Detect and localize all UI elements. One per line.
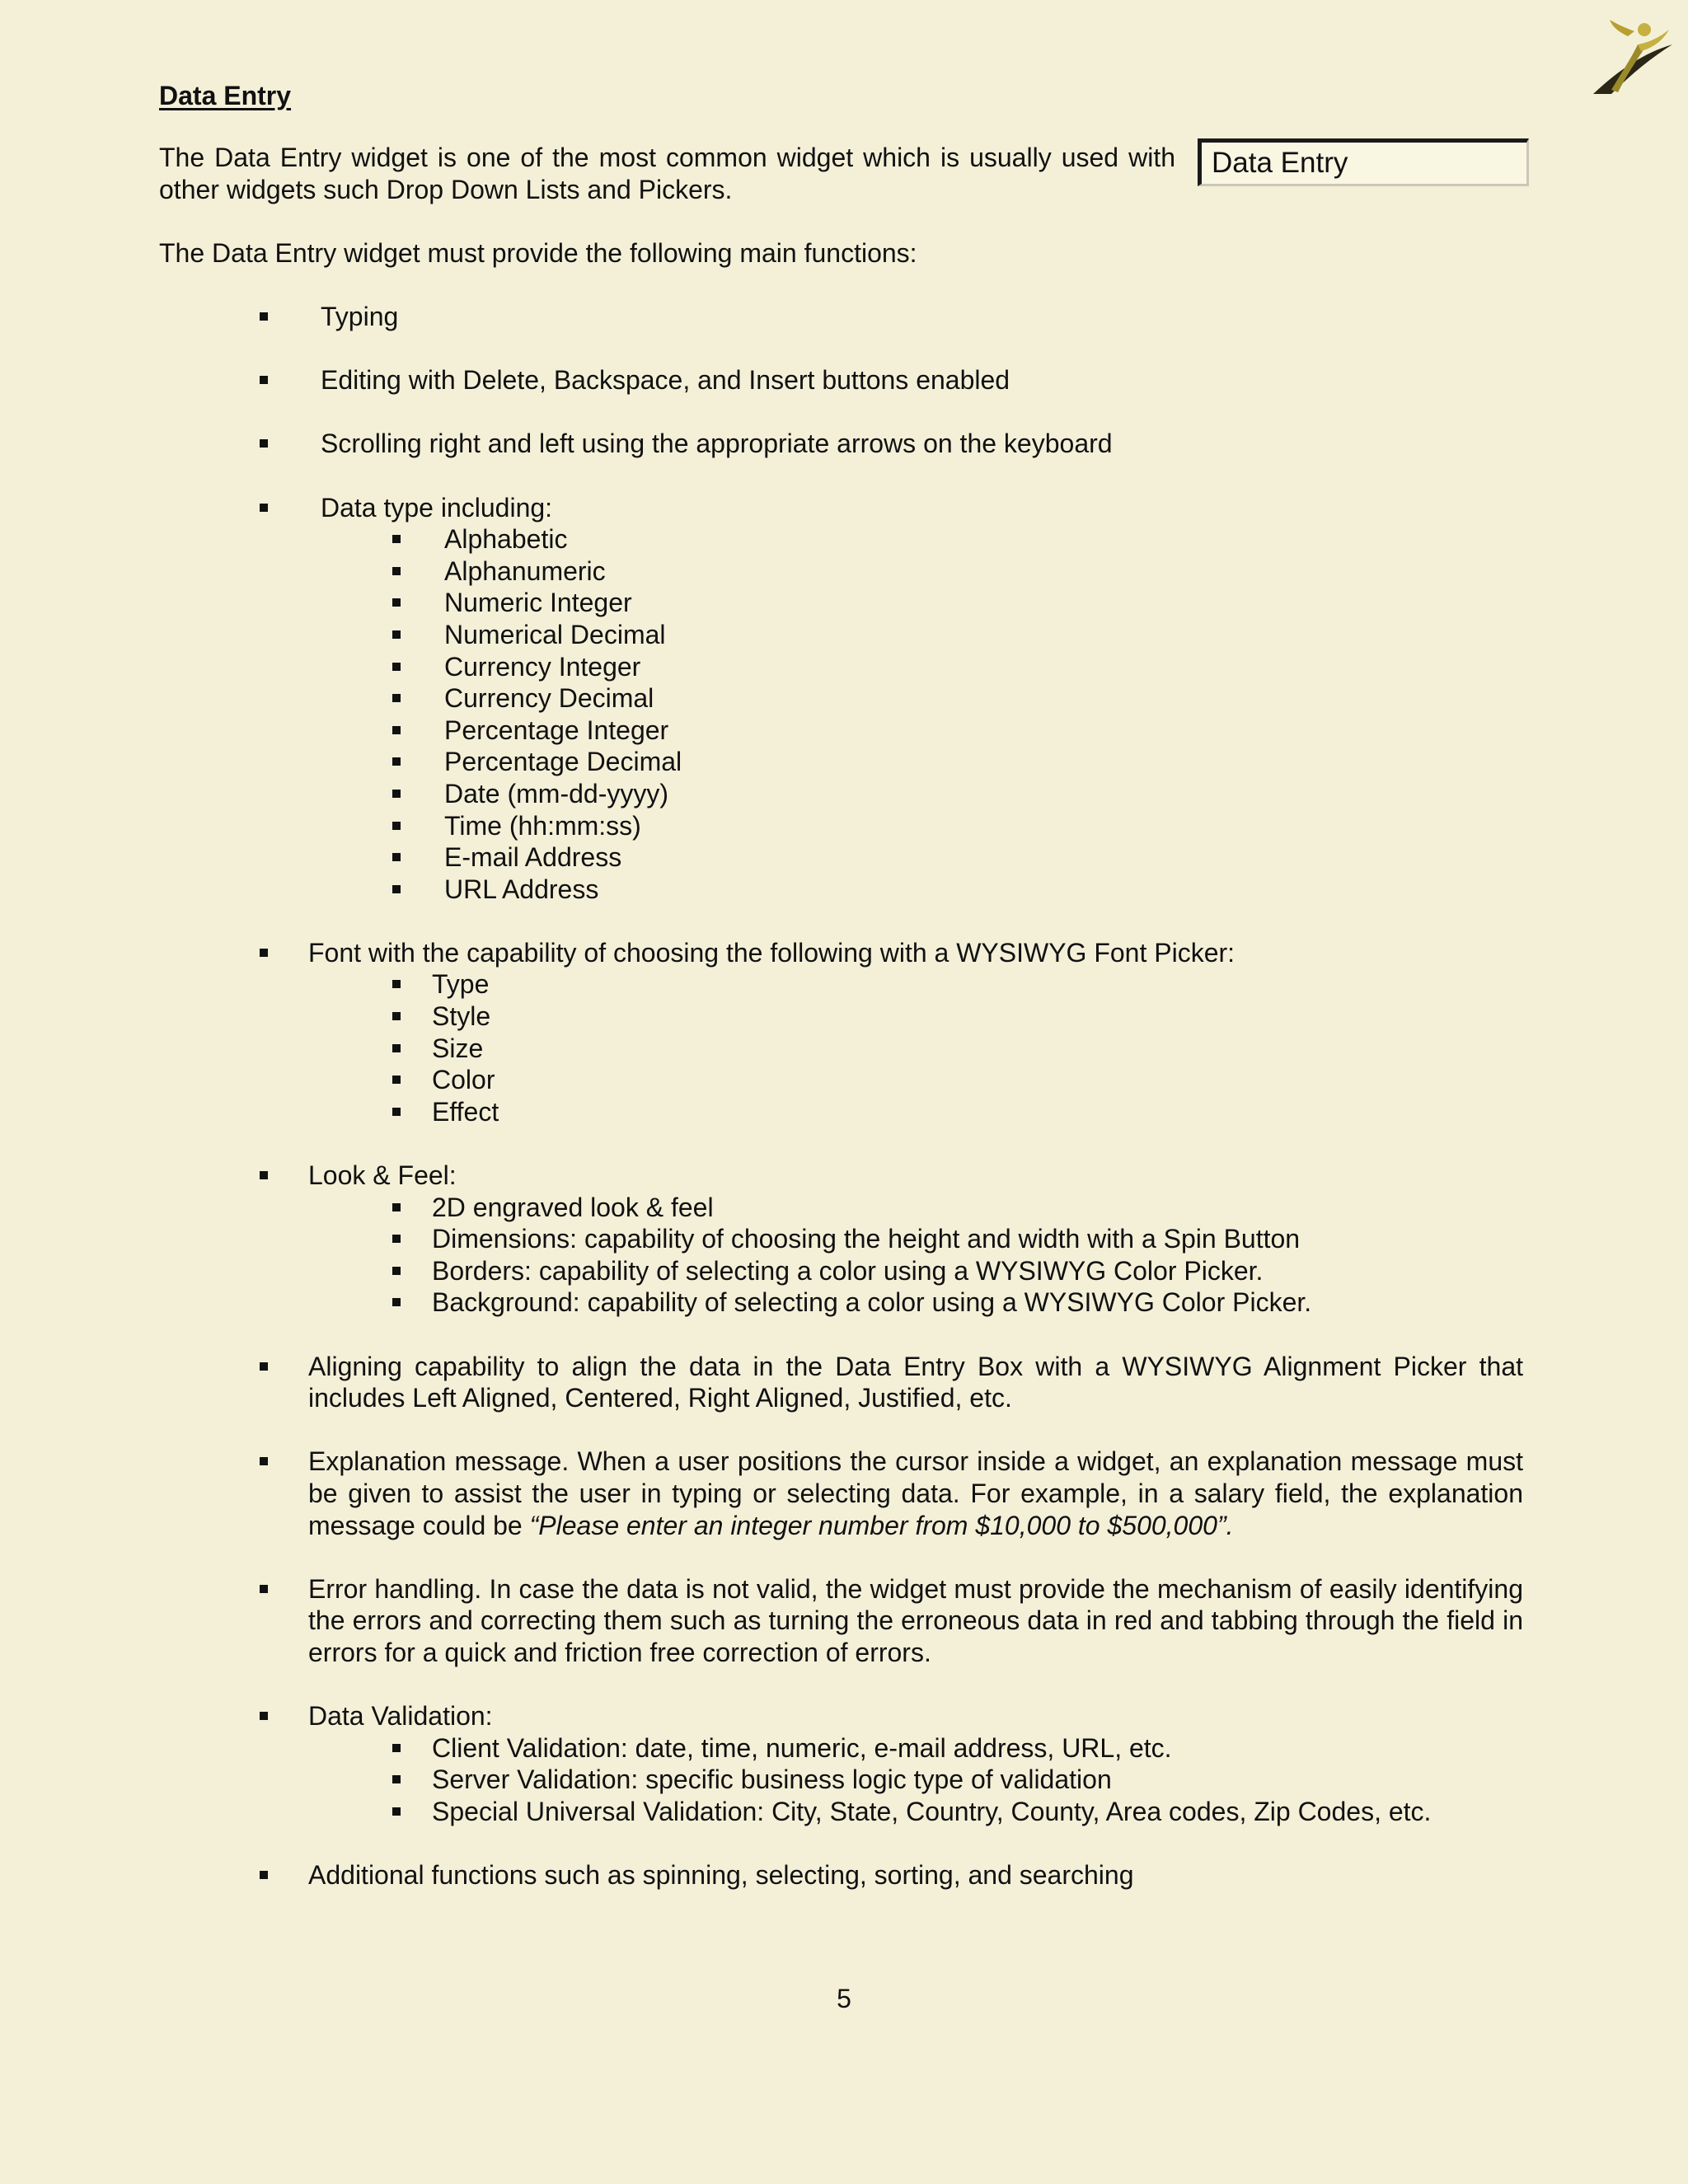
bullet-icon [392,885,401,893]
page-number: 5 [837,1984,851,2013]
list-item-look-and-feel: Look & Feel: 2D engraved look & feel Dimensions: capability of choosing the height and width with a Spin Button Borders: capability of selecting a color using a WYSIWYG Color Picker. Background: capability of selecting a color using a WYSIWYG Color Picker. [159,1160,1523,1319]
bullet-icon [392,567,401,575]
bullet-icon [392,694,401,702]
sub-list-item: Type [296,968,1523,1001]
sub-list-item: Client Validation: date, time, numeric, e-mail address, URL, etc. [296,1732,1523,1765]
bullet-icon [392,1807,401,1816]
sub-list-item: Color [296,1064,1523,1096]
sub-list-item: Borders: capability of selecting a color using a WYSIWYG Color Picker. [296,1255,1523,1287]
sub-list-item: Size [296,1033,1523,1065]
list-item-font: Font with the capability of choosing the following with a WYSIWYG Font Picker: Type Style Size Color Effect [159,937,1523,1128]
sub-list-item: Special Universal Validation: City, State, Country, County, Area codes, Zip Codes, etc. [296,1796,1523,1828]
bullet-icon [260,504,268,512]
bullet-icon [392,1108,401,1116]
font-sublist [308,968,1523,1127]
bullet-icon [392,1044,401,1052]
sub-list-item: Effect [296,1096,1523,1128]
bullet-icon [260,312,268,321]
sub-list-item: Time (hh:mm:ss) [308,810,1523,842]
sub-list-item: URL Address [308,874,1523,906]
bullet-icon [392,535,401,543]
bullet-icon [392,853,401,861]
bullet-icon [392,663,401,671]
list-item-aligning: Aligning capability to align the data in the Data Entry Box with a WYSIWYG Alignment Picker that includes Left Aligned, Centered, Right Aligned, Justified, etc. [159,1351,1523,1414]
sub-list-item: Currency Integer [308,651,1523,683]
sub-list-item: Alphanumeric [308,555,1523,588]
sub-list-item: 2D engraved look & feel [296,1192,1523,1224]
list-item-typing: Typing [159,301,1523,333]
sub-list-item: Numerical Decimal [308,619,1523,651]
list-item-scrolling: Scrolling right and left using the appropriate arrows on the keyboard [159,428,1523,460]
data-entry-sample-field[interactable] [1198,138,1529,186]
sub-list-item: E-mail Address [308,841,1523,874]
bullet-icon [392,726,401,734]
bullet-icon [392,1775,401,1783]
bullet-icon [260,1457,268,1465]
list-item-editing: Editing with Delete, Backspace, and Insert buttons enabled [159,364,1523,396]
section-title: Data Entry [159,81,292,110]
sub-list-item: Percentage Decimal [308,746,1523,778]
bullet-icon [392,1203,401,1212]
sub-list-item: Server Validation: specific business logic type of validation [296,1764,1523,1796]
intro-paragraph: The Data Entry widget is one of the most common widget which is usually used with other widgets such Drop Down Lists and Pickers. [159,143,1175,204]
bullet-icon [392,1744,401,1752]
list-item-error-handling: Error handling. In case the data is not valid, the widget must provide the mechanism of easily identifying the errors and correcting them such as turning the erroneous data in red and tabbing through the field in errors for a quick and friction free correction of errors. [159,1573,1523,1669]
look-and-feel-sublist [308,1192,1523,1319]
bullet-icon [392,1012,401,1020]
list-item-additional-functions: Additional functions such as spinning, selecting, sorting, and searching [159,1859,1523,1891]
sub-list-item: Date (mm-dd-yyyy) [308,778,1523,810]
bullet-icon [260,376,268,384]
bullet-icon [260,1712,268,1720]
bullet-icon [392,1235,401,1243]
bullet-icon [260,1585,268,1593]
functions-lead-paragraph: The Data Entry widget must provide the following main functions: [159,238,917,268]
bullet-icon [392,757,401,766]
sub-list-item: Dimensions: capability of choosing the height and width with a Spin Button [296,1223,1523,1255]
data-type-sublist [321,523,1523,905]
list-item-data-type: Data type including: Alphabetic Alphanumeric Numeric Integer Numerical Decimal Currency Integer Currency Decimal Percentage Integer Percentage Decimal Date (mm-dd-yyyy) Time (hh:mm:ss) E-mail Address URL Address [159,492,1523,906]
bullet-icon [260,1871,268,1879]
list-item-data-validation: Data Validation: Client Validation: date, time, numeric, e-mail address, URL, etc. Server Validation: specific business logic type of validation Special Universal Validation: City, State, Country, County, Area codes, Zip Codes, etc. [159,1700,1523,1827]
bullet-icon [392,598,401,607]
explanation-text: Explanation message. When a user positions the cursor inside a widget, an explanation message must be given to assist the user in typing or selecting data. For example, in a salary field, the explanation message could be [308,1446,1523,1540]
bullet-icon [260,1171,268,1179]
bullet-icon [392,1267,401,1275]
explanation-example: “Please enter an integer number from $10,000 to $500,000”. [529,1510,1234,1540]
bullet-icon [392,790,401,798]
bullet-icon [392,1298,401,1306]
bullet-icon [392,1076,401,1084]
bullet-icon [392,822,401,830]
functions-list [159,301,1523,1923]
list-item-explanation-message [159,1446,1523,1541]
bullet-icon [392,980,401,988]
sub-list-item: Currency Decimal [308,682,1523,715]
sub-list-item: Alphabetic [308,523,1523,555]
sub-list-item: Style [296,1001,1523,1033]
sub-list-item: Background: capability of selecting a color using a WYSIWYG Color Picker. [296,1286,1523,1319]
bullet-icon [260,1362,268,1371]
sub-list-item: Percentage Integer [308,715,1523,747]
sub-list-item: Numeric Integer [308,587,1523,619]
company-logo-icon [1587,12,1677,98]
bullet-icon [260,949,268,957]
bullet-icon [260,439,268,448]
data-validation-sublist [308,1732,1523,1828]
bullet-icon [392,630,401,639]
